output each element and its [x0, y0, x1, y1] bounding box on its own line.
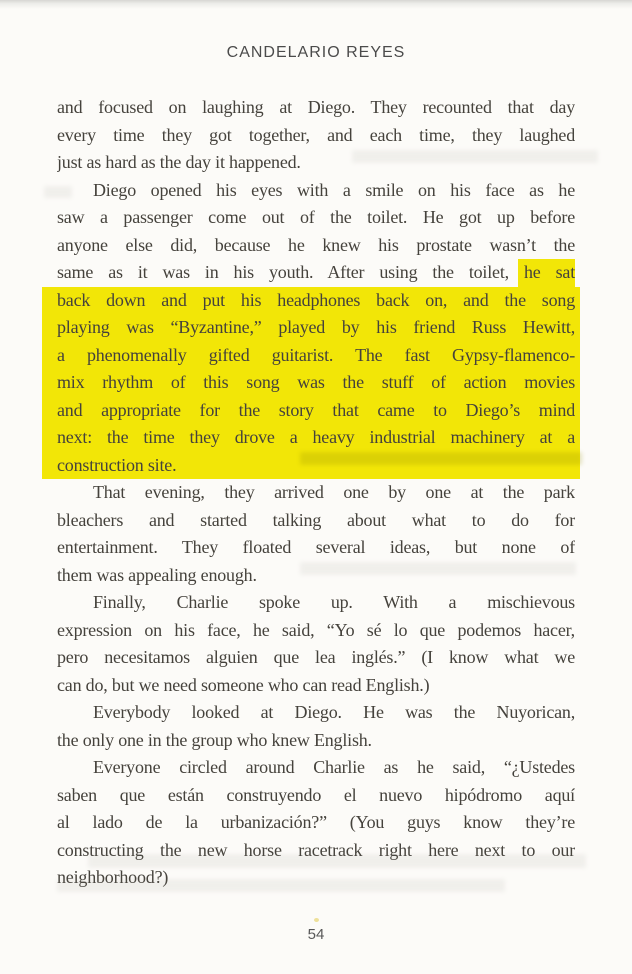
text-block [57, 94, 575, 892]
highlighted-text-line: construction site. [57, 452, 575, 480]
highlighted-text-line: back down and put his headphones back on, and the song [57, 287, 575, 315]
text-line: entertainment. They floated several ideas, but none of [57, 537, 575, 557]
page-number: 54 [307, 926, 325, 943]
highlighted-text-line: same as it was in his youth. After using the toilet, he sat [57, 259, 575, 287]
bleed-through-artifact [300, 452, 582, 465]
text-line: saw a passenger come out of the toilet. He got up before [57, 207, 575, 227]
bleed-through-artifact [44, 186, 72, 198]
highlighted-text-line: playing was “Byzantine,” played by his friend Russ Hewitt, [57, 314, 575, 342]
text-line: constructing the new horse racetrack right here next to our [57, 839, 575, 860]
highlighted-text-line: and appropriate for the story that came to Diego’s mind [57, 397, 575, 425]
text-line: Finally, Charlie spoke up. With a mischievous [93, 592, 575, 612]
text-line: al lado de la urbanización?” (You guys know they’re [57, 812, 575, 832]
text-line: pero necesitamos alguien que lea inglés.” (I know what we [57, 647, 575, 667]
running-header: CANDELARIO REYES [226, 44, 406, 61]
bleed-through-artifact [352, 150, 598, 163]
highlighted-text-line: next: the time they drove a heavy industrial machinery at a [57, 424, 575, 452]
text-line: the only one in the group who knew English. [57, 729, 372, 750]
text-line: saben que están construyendo el nuevo hipódromo aquí [57, 784, 575, 805]
bleed-through-artifact [300, 562, 576, 575]
text-line: bleachers and started talking about what to do for [57, 509, 575, 530]
text-line: and focused on laughing at Diego. They recounted that day [57, 97, 575, 117]
highlighted-text-line: a phenomenally gifted guitarist. The fast Gypsy-flamenco- [57, 342, 575, 370]
text-line: neighborhood?) [57, 867, 169, 887]
text-line: anyone else did, because he knew his prostate wasn’t the [57, 234, 575, 255]
text-line: every time they got together, and each time, they laughed [57, 124, 575, 145]
highlight-start-span: he sat [524, 259, 575, 287]
bleed-through-artifact [88, 854, 586, 868]
text-line: Diego opened his eyes with a smile on his face as he [93, 179, 575, 200]
text-line: That evening, they arrived one by one at the park [93, 482, 575, 502]
bleed-through-artifact [57, 879, 505, 892]
highlighted-text-line: mix rhythm of this song was the stuff of action movies [57, 369, 575, 397]
scan-edge-shadow [0, 0, 632, 9]
ink-speck [314, 918, 319, 922]
text-line: can do, but we need someone who can read English.) [57, 674, 430, 695]
text-line: Everybody looked at Diego. He was the Nuyorican, [93, 702, 575, 722]
text-line: just as hard as the day it happened. [57, 152, 301, 172]
text-line: expression on his face, he said, “Yo sé lo que podemos hacer, [57, 619, 575, 640]
text-line: them was appealing enough. [57, 564, 257, 585]
text-line: Everyone circled around Charlie as he said, “¿Ustedes [93, 757, 575, 777]
